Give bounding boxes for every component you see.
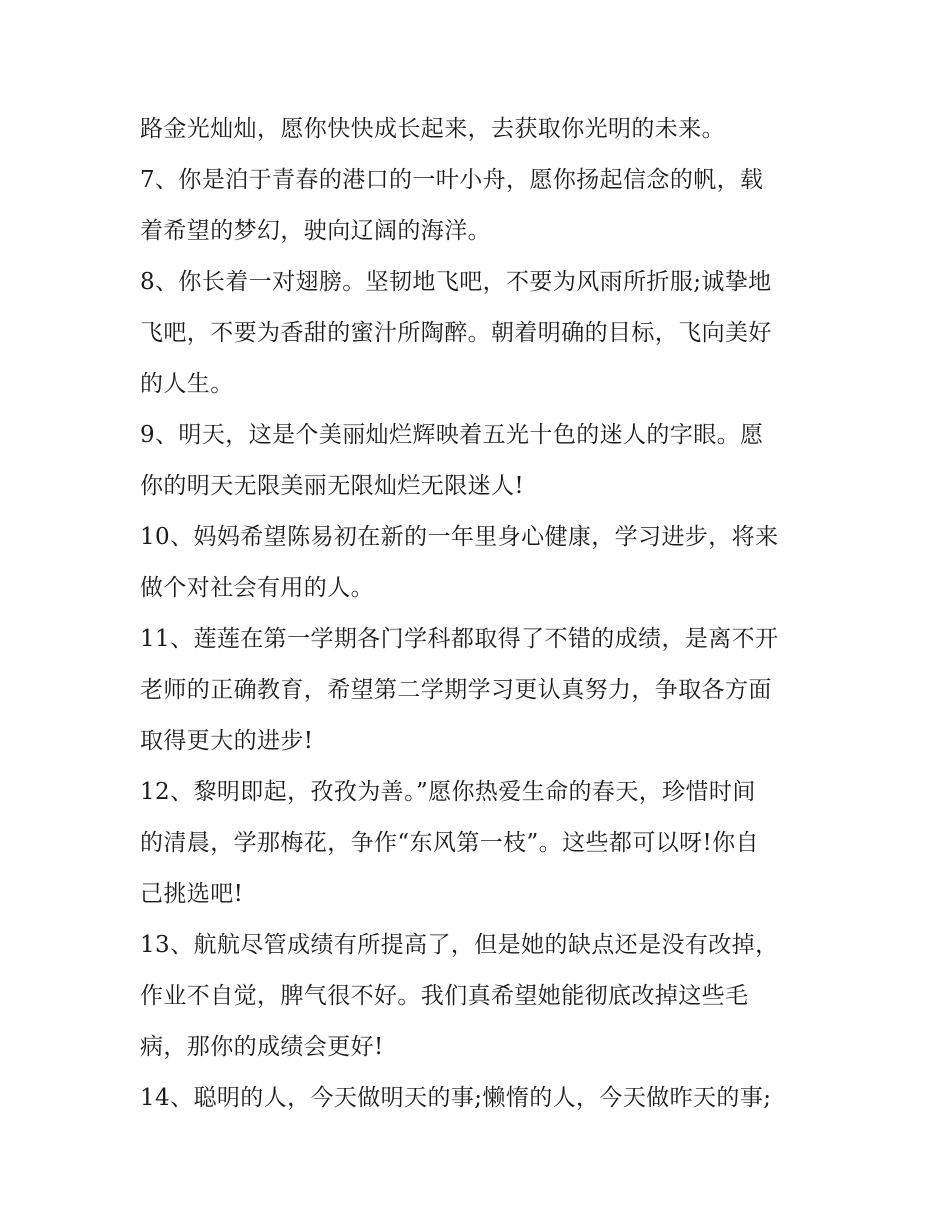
text-line: 的清晨，学那梅花，争作“东风第一枝”。这些都可以呀!你自 bbox=[140, 830, 759, 856]
text-line: 取得更大的进步! bbox=[140, 728, 314, 754]
text-line: 作业不自觉，脾气很不好。我们真希望她能彻底改掉这些毛 bbox=[140, 983, 749, 1009]
document-body bbox=[140, 104, 820, 1124]
text-line: 飞吧，不要为香甜的蜜汁所陶醉。朝着明确的目标，飞向美好 bbox=[140, 320, 772, 346]
text-line: 病，那你的成绩会更好! bbox=[140, 1034, 384, 1060]
text-line: 7、你是泊于青春的港口的一叶小舟，愿你扬起信念的帆，载 bbox=[140, 167, 764, 193]
text-line: 9、明天，这是个美丽灿烂辉映着五光十色的迷人的字眼。愿 bbox=[140, 422, 764, 448]
text-line: 14、聪明的人，今天做明天的事;懒惰的人，今天做昨天的事; bbox=[140, 1085, 772, 1111]
text-line: 你的明天无限美丽无限灿烂无限迷人! bbox=[140, 473, 525, 499]
text-line: 着希望的梦幻，驶向辽阔的海洋。 bbox=[140, 218, 491, 244]
text-line: 路金光灿灿，愿你快快成长起来，去获取你光明的未来。 bbox=[140, 116, 725, 142]
text-line: 做个对社会有用的人。 bbox=[140, 575, 374, 601]
text-line: 己挑选吧! bbox=[140, 881, 244, 907]
text-line: 老师的正确教育，希望第二学期学习更认真努力，争取各方面 bbox=[140, 677, 772, 703]
text-line: 11、莲莲在第一学期各门学科都取得了不错的成绩，是离不开 bbox=[140, 626, 779, 652]
text-line: 12、黎明即起，孜孜为善。”愿你热爱生命的春天，珍惜时间 bbox=[140, 779, 756, 805]
text-line: 8、你长着一对翅膀。坚韧地飞吧，不要为风雨所折服;诚挚地 bbox=[140, 269, 772, 295]
text-line: 10、妈妈希望陈易初在新的一年里身心健康，学习进步，将来 bbox=[140, 524, 779, 550]
text-line: 13、航航尽管成绩有所提高了，但是她的缺点还是没有改掉， bbox=[140, 932, 779, 958]
text-line: 的人生。 bbox=[140, 371, 234, 397]
